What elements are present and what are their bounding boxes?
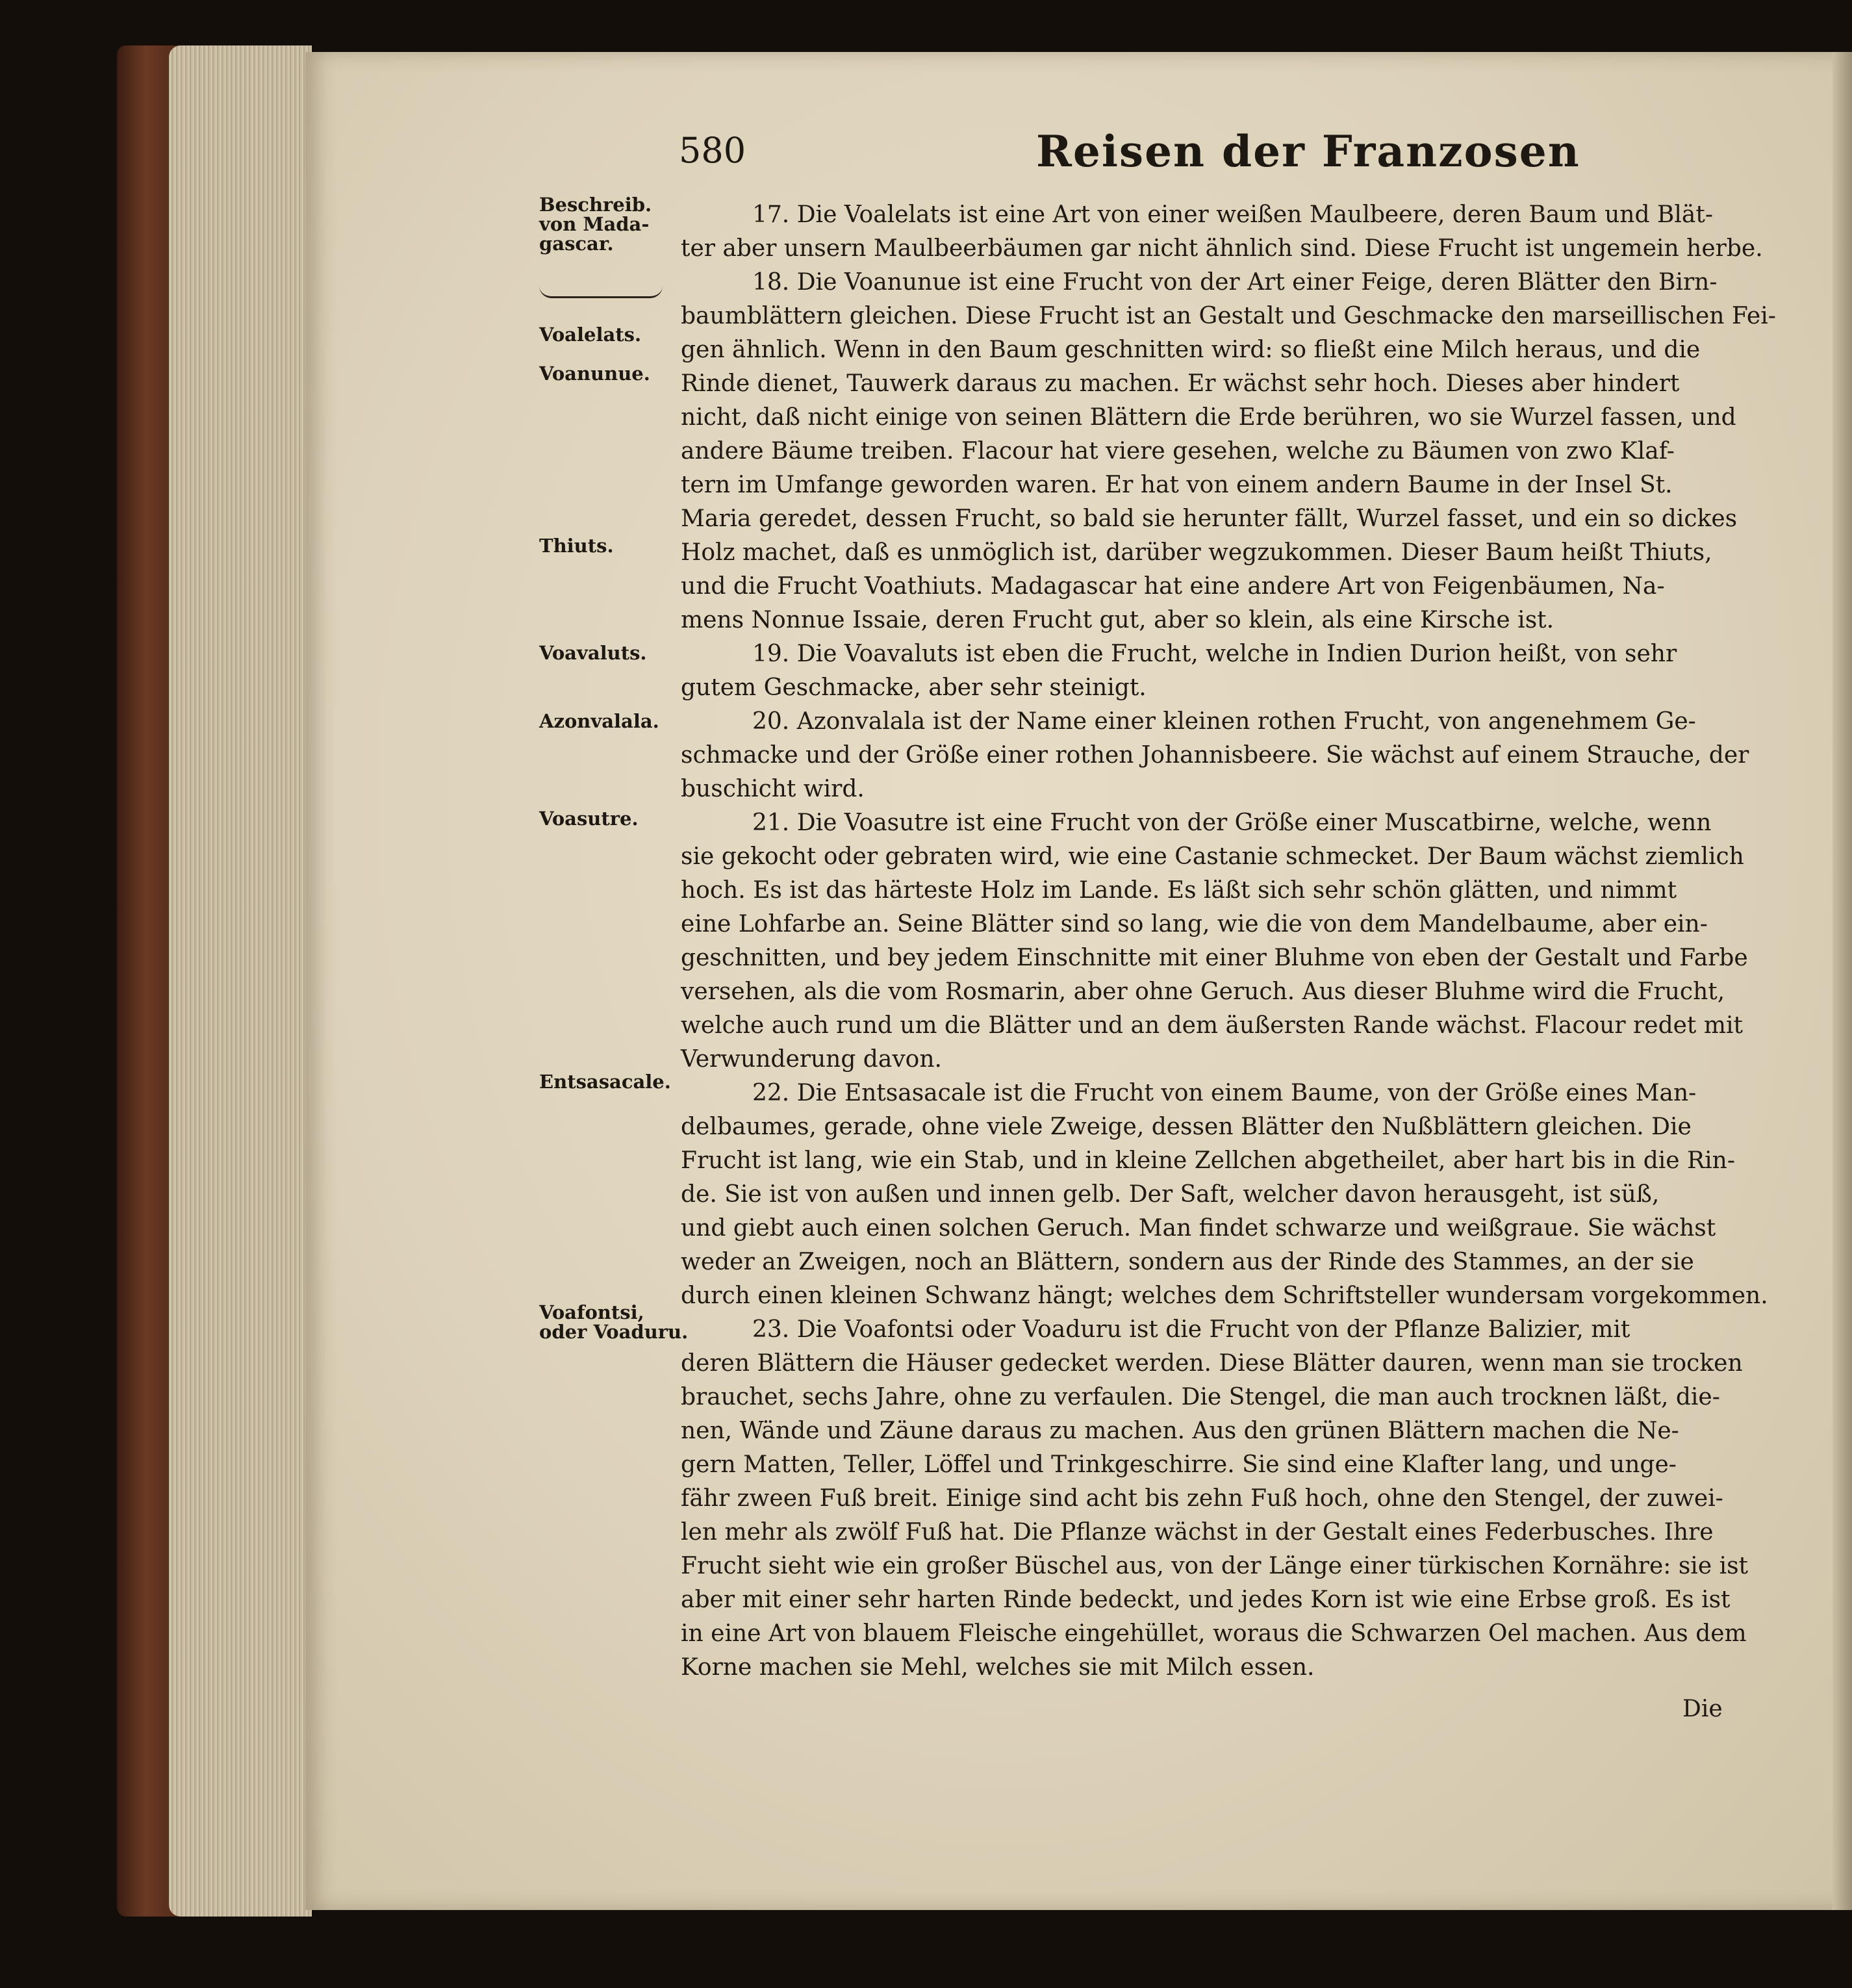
- margin-note: Azonvalala.: [539, 710, 659, 732]
- text-line: Frucht sieht wie ein großer Büschel aus, von der Länge einer türkischen Kornähre: sie ist: [681, 1553, 1749, 1579]
- text-line: Holz machet, daß es unmöglich ist, darüber wegzukommen. Dieser Baum heißt Thiuts,: [681, 539, 1712, 566]
- text-line: fähr zween Fuß breit. Einige sind acht bis zehn Fuß hoch, ohne den Stengel, der zuwei-: [681, 1485, 1723, 1512]
- text-line: ter aber unsern Maulbeerbäumen gar nicht ähnlich sind. Diese Frucht ist ungemein herbe.: [681, 235, 1763, 262]
- text-line: sie gekocht oder gebraten wird, wie eine Castanie schmecket. Der Baum wächst ziemlich: [681, 843, 1744, 870]
- margin-note: Voavaluts.: [539, 642, 647, 664]
- text-line: 21. Die Voasutre ist eine Frucht von der Größe einer Muscatbirne, welche, wenn: [752, 809, 1712, 836]
- text-line: nen, Wände und Zäune daraus zu machen. Aus den grünen Blättern machen die Ne-: [681, 1418, 1679, 1444]
- text-line: 23. Die Voafontsi oder Voaduru ist die Frucht von der Pflanze Balizier, mit: [752, 1316, 1630, 1343]
- text-line: geschnitten, und bey jedem Einschnitte mit einer Bluhme von eben der Gestalt und Farbe: [681, 945, 1748, 971]
- margin-note: Entsasacale.: [539, 1071, 671, 1093]
- margin-note: Thiuts.: [539, 535, 614, 557]
- margin-brace: [539, 286, 663, 298]
- catchword: Die: [1682, 1696, 1723, 1722]
- text-line: versehen, als die vom Rosmarin, aber ohne Geruch. Aus dieser Bluhme wird die Frucht,: [681, 978, 1725, 1005]
- margin-note: Voanunue.: [539, 363, 650, 385]
- text-line: deren Blättern die Häuser gedecket werden. Diese Blätter dauren, wenn man sie trocken: [681, 1350, 1743, 1377]
- text-line: de. Sie ist von außen und innen gelb. Der Saft, welcher davon herausgeht, ist süß,: [681, 1181, 1660, 1208]
- text-line: weder an Zweigen, noch an Blättern, sondern aus der Rinde des Stammes, an der sie: [681, 1249, 1694, 1275]
- text-line: welche auch rund um die Blätter und an dem äußersten Rande wächst. Flacour redet mit: [681, 1012, 1743, 1039]
- text-line: 20. Azonvalala ist der Name einer kleinen rothen Frucht, von angenehmem Ge-: [752, 708, 1696, 735]
- text-line: eine Lohfarbe an. Seine Blätter sind so lang, wie die von dem Mandelbaume, aber ein-: [681, 911, 1708, 937]
- text-line: schmacke und der Größe einer rothen Johannisbeere. Sie wächst auf einem Strauche, der: [681, 742, 1749, 769]
- margin-note: Voalelats.: [539, 324, 642, 346]
- text-line: hoch. Es ist das härteste Holz im Lande. Es läßt sich sehr schön glätten, und nimmt: [681, 877, 1677, 904]
- text-line: aber mit einer sehr harten Rinde bedeckt, und jedes Korn ist wie eine Erbse groß. Es ist: [681, 1587, 1731, 1613]
- text-line: Verwunderung davon.: [681, 1046, 942, 1073]
- text-line: 19. Die Voavaluts ist eben die Frucht, welche in Indien Durion heißt, von sehr: [752, 641, 1677, 667]
- text-line: tern im Umfange geworden waren. Er hat von einem andern Baume in der Insel St.: [681, 472, 1673, 498]
- text-line: len mehr als zwölf Fuß hat. Die Pflanze wächst in der Gestalt eines Federbusches. Ihre: [681, 1519, 1714, 1546]
- text-line: Maria geredet, dessen Frucht, so bald sie herunter fällt, Wurzel fasset, und ein so dickes: [681, 505, 1738, 532]
- margin-note: Beschreib.: [539, 194, 652, 216]
- running-title: Reisen der Franzosen: [1036, 126, 1580, 177]
- text-line: brauchet, sechs Jahre, ohne zu verfaulen. Die Stengel, die man auch trocknen läßt, die-: [681, 1384, 1720, 1410]
- text-line: nicht, daß nicht einige von seinen Blättern die Erde berühren, wo sie Wurzel fassen, und: [681, 404, 1736, 431]
- margin-note: Voafontsi,: [539, 1301, 644, 1323]
- text-line: gen ähnlich. Wenn in den Baum geschnitten wird: so fließt eine Milch heraus, und die: [681, 337, 1701, 363]
- margin-note: gascar.: [539, 233, 614, 255]
- text-line: delbaumes, gerade, ohne viele Zweige, dessen Blätter den Nußblättern gleichen. Die: [681, 1114, 1692, 1140]
- page-edges: [169, 45, 312, 1917]
- text-line: Rinde dienet, Tauwerk daraus zu machen. Er wächst sehr hoch. Dieses aber hindert: [681, 370, 1680, 397]
- text-line: buschicht wird.: [681, 776, 865, 802]
- text-line: gutem Geschmacke, aber sehr steinigt.: [681, 674, 1147, 701]
- text-line: Korne machen sie Mehl, welches sie mit Milch essen.: [681, 1654, 1315, 1681]
- text-line: und die Frucht Voathiuts. Madagascar hat eine andere Art von Feigenbäumen, Na-: [681, 573, 1665, 600]
- page-number: 580: [679, 130, 746, 171]
- text-line: 18. Die Voanunue ist eine Frucht von der Art einer Feige, deren Blätter den Birn-: [752, 269, 1718, 296]
- margin-note: Voasutre.: [539, 808, 639, 830]
- text-line: Frucht ist lang, wie ein Stab, und in kleine Zellchen abgetheilet, aber hart bis in die Rin-: [681, 1147, 1736, 1174]
- text-line: mens Nonnue Issaie, deren Frucht gut, aber so klein, als eine Kirsche ist.: [681, 607, 1554, 633]
- margin-note: oder Voaduru.: [539, 1321, 689, 1343]
- margin-note: von Mada-: [539, 213, 650, 235]
- text-line: und giebt auch einen solchen Geruch. Man findet schwarze und weißgraue. Sie wächst: [681, 1215, 1716, 1242]
- page-right-edge: [1833, 52, 1852, 1910]
- text-line: andere Bäume treiben. Flacour hat viere gesehen, welche zu Bäumen von zwo Klaf-: [681, 438, 1675, 465]
- text-line: baumblättern gleichen. Diese Frucht ist an Gestalt und Geschmacke den marseillischen Fei-: [681, 303, 1776, 329]
- text-line: durch einen kleinen Schwanz hängt; welches dem Schriftsteller wundersam vorgekommen.: [681, 1282, 1768, 1309]
- text-line: in eine Art von blauem Fleische eingehüllet, woraus die Schwarzen Oel machen. Aus dem: [681, 1620, 1747, 1647]
- page-header: [679, 126, 1751, 182]
- text-line: gern Matten, Teller, Löffel und Trinkgeschirre. Sie sind eine Klafter lang, und unge-: [681, 1451, 1677, 1478]
- text-line: 22. Die Entsasacale ist die Frucht von einem Baume, von der Größe eines Man-: [752, 1080, 1697, 1106]
- text-line: 17. Die Voalelats ist eine Art von einer weißen Maulbeere, deren Baum und Blät-: [752, 201, 1713, 228]
